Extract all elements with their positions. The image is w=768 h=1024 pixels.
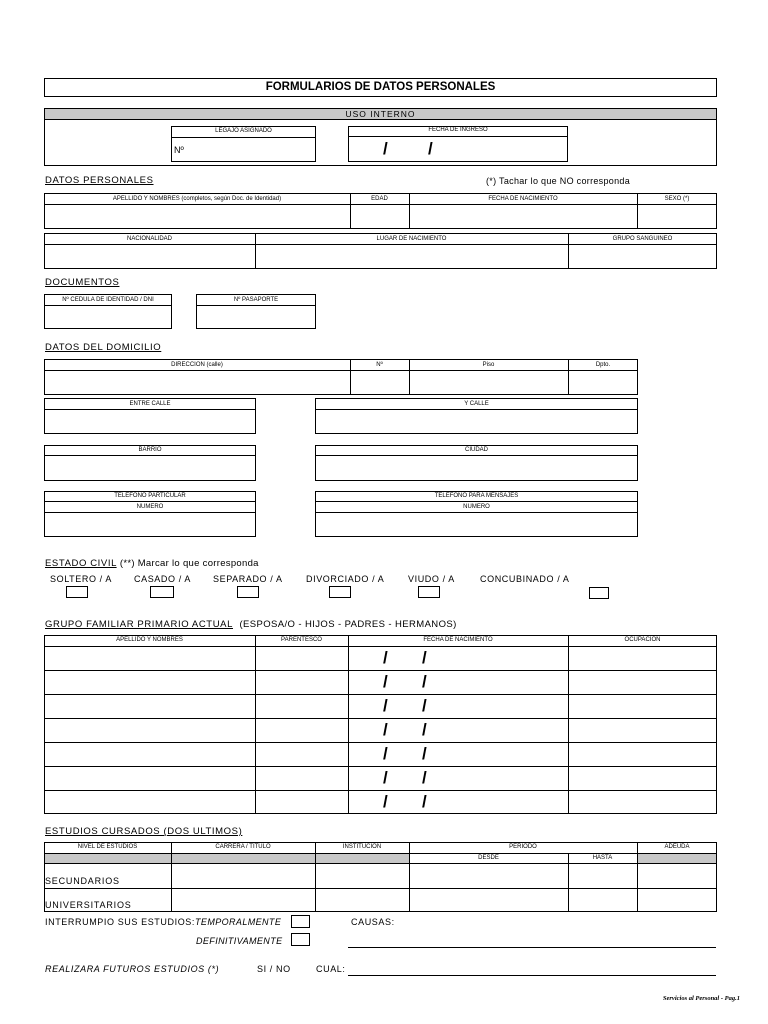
- checkbox-separado[interactable]: [237, 586, 259, 598]
- date-slash: /: [383, 139, 388, 158]
- estudios-col-nivel: NIVEL DE ESTUDIOS: [77, 844, 138, 850]
- option-divorciado: DIVORCIADO / A: [306, 574, 385, 584]
- estudios-heading: ESTUDIOS CURSADOS (DOS ULTIMOS): [45, 826, 243, 837]
- date-slash: /: [422, 792, 427, 811]
- grupo-familiar-table: [44, 635, 717, 814]
- domicilio-heading: DATOS DEL DOMICILIO: [45, 342, 162, 353]
- date-slash: /: [383, 744, 388, 763]
- page-title: FORMULARIOS DE DATOS PERSONALES: [265, 81, 496, 93]
- estudios-col-carrera: CARRERA / TITULO: [215, 844, 271, 850]
- interrumpio-label: INTERRUMPIO SUS ESTUDIOS:TEMPORALMENTE: [45, 917, 282, 927]
- tel-mensajes-numero-label: NUMERO: [463, 504, 490, 510]
- option-concubinado: CONCUBINADO / A: [480, 574, 570, 584]
- nivel-secundarios: SECUNDARIOS: [45, 876, 120, 886]
- documentos-heading: DOCUMENTOS: [45, 277, 120, 288]
- cedula-label: Nº CEDULA DE IDENTIDAD / DNI: [62, 297, 154, 303]
- date-slash: /: [383, 792, 388, 811]
- nivel-universitarios: UNIVERSITARIOS: [45, 900, 132, 910]
- periodo-desde: DESDE: [478, 855, 499, 861]
- direccion-label: DIRECCION (calle): [171, 362, 223, 368]
- checkbox-soltero[interactable]: [66, 586, 88, 598]
- date-slash: /: [422, 672, 427, 691]
- familiar-col-ocupacion: OCUPACION: [624, 637, 661, 643]
- date-slash: /: [383, 648, 388, 667]
- checkbox-viudo[interactable]: [418, 586, 440, 598]
- causas-label: CAUSAS:: [351, 917, 395, 927]
- causas-line[interactable]: [348, 947, 716, 948]
- page-footer: Servicios al Personal - Pag.1: [662, 995, 740, 1002]
- estudios-col-adeuda: ADEUDA: [664, 844, 690, 850]
- pasaporte-label: Nº PASAPORTE: [233, 297, 279, 303]
- estudios-col-periodo: PERIODO: [509, 844, 537, 850]
- date-slash: /: [383, 720, 388, 739]
- option-casado: CASADO / A: [134, 574, 192, 584]
- y-calle-label: Y CALLE: [464, 401, 489, 407]
- legajo-label: LEGAJO ASIGNADO: [215, 128, 272, 134]
- date-slash: /: [428, 139, 433, 158]
- definitivamente-label: DEFINITIVAMENTE: [196, 936, 283, 946]
- date-slash: /: [422, 768, 427, 787]
- futuros-estudios-label: REALIZARA FUTUROS ESTUDIOS (*): [45, 964, 220, 974]
- checkbox-definitivamente[interactable]: [291, 933, 310, 946]
- uso-interno-label: USO INTERNO: [345, 109, 416, 119]
- date-slash: /: [422, 744, 427, 763]
- checkbox-divorciado[interactable]: [329, 586, 351, 598]
- entre-calle-label: ENTRE CALLE: [129, 401, 171, 407]
- grupo-familiar-heading: GRUPO FAMILIAR PRIMARIO ACTUAL (ESPOSA/O - HIJOS - PADRES - HERMANOS): [45, 619, 457, 630]
- title-box: [44, 78, 717, 97]
- cual-line[interactable]: [348, 975, 716, 976]
- legajo-number-prefix: Nº: [174, 145, 184, 155]
- sexo-label: SEXO (*): [664, 196, 690, 202]
- nacionalidad-label: NACIONALIDAD: [126, 236, 172, 242]
- tachar-note: (*) Tachar lo que NO corresponda: [486, 176, 631, 186]
- uso-interno-header: [45, 109, 716, 120]
- si-no-label: SI / NO: [257, 964, 291, 974]
- lugar-nacimiento-label: LUGAR DE NACIMIENTO: [376, 236, 447, 242]
- familiar-col-parentesco: PARENTESCO: [281, 637, 322, 643]
- option-soltero: SOLTERO / A: [50, 574, 112, 584]
- barrio-label: BARRIO: [138, 447, 162, 453]
- fecha-ingreso-label: FECHA DE INGRESO: [428, 127, 488, 133]
- date-slash: /: [422, 720, 427, 739]
- date-slash: /: [383, 768, 388, 787]
- date-slash: /: [422, 696, 427, 715]
- tel-mensajes-label: TELEFONO PARA MENSAJES: [434, 493, 519, 499]
- cual-label: CUAL:: [316, 964, 346, 974]
- apellido-nombres-label: APELLIDO Y NOMBRES (completos, según Doc. de Identidad): [112, 196, 282, 202]
- fecha-nacimiento-label: FECHA DE NACIMIENTO: [488, 196, 558, 202]
- checkbox-concubinado[interactable]: [589, 587, 609, 599]
- option-separado: SEPARADO / A: [213, 574, 283, 584]
- edad-label: EDAD: [371, 196, 388, 202]
- piso-label: Piso: [482, 362, 495, 368]
- tel-particular-label: TELEFONO PARTICULAR: [114, 493, 186, 499]
- grupo-sanguineo-label: GRUPO SANGUINEO: [612, 236, 673, 242]
- date-slash: /: [383, 672, 388, 691]
- date-slash: /: [422, 648, 427, 667]
- ciudad-label: CIUDAD: [464, 447, 488, 453]
- estado-civil-heading: ESTADO CIVIL (**) Marcar lo que corresponda: [45, 558, 259, 569]
- date-slash: /: [383, 696, 388, 715]
- datos-personales-heading: DATOS PERSONALES: [45, 175, 154, 186]
- dpto-label: Dpto.: [595, 362, 611, 368]
- periodo-hasta: HASTA: [592, 855, 613, 861]
- estudios-col-institucion: INSTITUCION: [342, 844, 382, 850]
- checkbox-casado[interactable]: [150, 586, 174, 598]
- checkbox-temporalmente[interactable]: [291, 915, 310, 928]
- numero-label: Nº: [376, 362, 383, 368]
- familiar-col-fecha: FECHA DE NACIMIENTO: [423, 637, 493, 643]
- option-viudo: VIUDO / A: [408, 574, 455, 584]
- tel-particular-numero-label: NUMERO: [136, 504, 164, 510]
- familiar-col-apellido: APELLIDO Y NOMBRES: [116, 637, 183, 643]
